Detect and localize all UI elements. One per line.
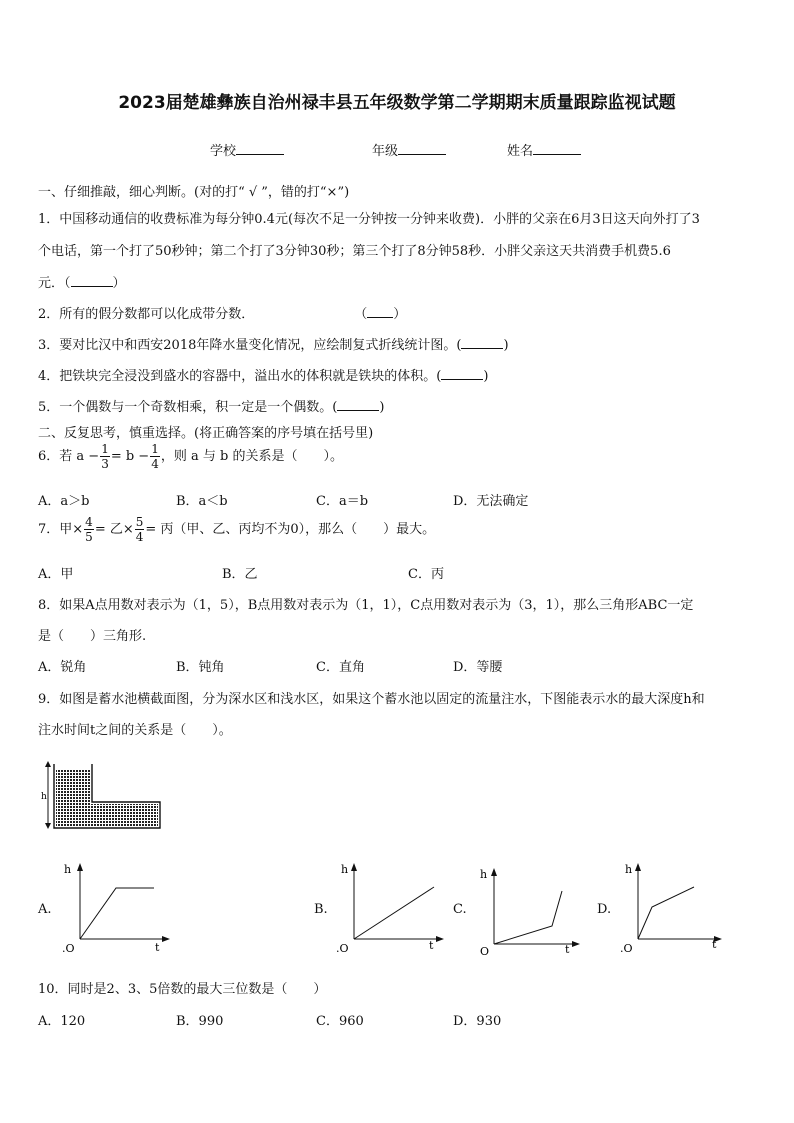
q8-line-1: 8．如果A点用数对表示为（1，5），B点用数对表示为（1，1），C点用数对表示为（3，1），那么三角形ABC一定 xyxy=(38,598,694,613)
q1-line-1: 1．中国移动通信的收费标准为每分钟0.4元(每次不足一分钟按一分钟来收费)．小胖的父亲在6月3日这天向外打了3 xyxy=(38,212,700,227)
q4-answer-blank[interactable] xyxy=(441,367,483,380)
q5-answer-blank[interactable] xyxy=(337,398,379,411)
graph-d-curve xyxy=(638,887,694,939)
q1-line-2: 个电话，第一个打了50秒钟；第二个打了3分钟30秒；第三个打了8分钟58秒．小胖父亲这天共消费手机费5.6 xyxy=(38,244,671,259)
graph-a-curve xyxy=(80,888,154,939)
school-label: 学校 xyxy=(210,144,237,159)
q6-line: 6．若 a − $\frac{1}{3}$ = b − $\frac{1}{4}$ ，则 a 与 b 的关系是（ ）。 xyxy=(38,442,343,471)
q6-option-d[interactable]: D．无法确定 xyxy=(453,494,529,509)
q9-graph-a[interactable] xyxy=(58,855,173,955)
q9-line-2: 注水时间t之间的关系是（ ）。 xyxy=(38,723,232,738)
name-field[interactable] xyxy=(507,140,581,159)
q9-graph-b[interactable] xyxy=(332,855,447,955)
q9-option-a-label[interactable]: A. xyxy=(38,902,52,917)
school-blank[interactable] xyxy=(236,142,284,155)
q6-fraction-1: $\frac{1}{3}$ xyxy=(101,442,109,471)
section-1-heading: 一、仔细推敲，细心判断。(对的打“ √ ”，错的打“×”) xyxy=(38,185,350,200)
graph-a-origin: .O xyxy=(62,942,75,955)
name-blank[interactable] xyxy=(533,142,581,155)
q7-option-b[interactable]: B．乙 xyxy=(222,567,258,582)
section-2-heading: 二、反复思考，慎重选择。(将正确答案的序号填在括号里) xyxy=(38,426,374,441)
q8-line-2: 是（ ）三角形. xyxy=(38,629,147,644)
q6-option-a[interactable]: A．a＞b xyxy=(38,494,90,509)
q7-fraction-2: $\frac{5}{4}$ xyxy=(135,515,144,544)
q7-option-c[interactable]: C．丙 xyxy=(408,567,444,582)
q1-answer-blank[interactable] xyxy=(71,274,113,287)
q6-option-b[interactable]: B．a＜b xyxy=(176,494,228,509)
q2-line: 2．所有的假分数都可以化成带分数． （ ） xyxy=(38,307,407,322)
page-title: 2023届楚雄彝族自治州禄丰县五年级数学第二学期期末质量跟踪监视试题 xyxy=(118,93,676,113)
pool-cross-section-figure xyxy=(40,758,170,830)
q7-line: 7．甲× $\frac{4}{5}$ = 乙× $\frac{5}{4}$ = 丙（甲、乙、丙均不为0），那么（ ）最大。 xyxy=(38,515,436,544)
q4-line: 4．把铁块完全浸没到盛水的容器中，溢出水的体积就是铁块的体积。( ) xyxy=(38,369,489,384)
graph-c-x-label: t xyxy=(565,943,570,956)
graph-d-y-label: h xyxy=(625,863,633,876)
graph-c-y-label: h xyxy=(480,868,488,881)
q3-answer-blank[interactable] xyxy=(461,336,503,349)
q9-graph-c[interactable] xyxy=(474,858,589,958)
grade-label: 年级 xyxy=(372,144,399,159)
graph-b-curve xyxy=(354,887,434,939)
q8-option-b[interactable]: B．钝角 xyxy=(176,660,225,675)
q9-option-b-label[interactable]: B. xyxy=(314,902,328,917)
q10-option-d[interactable]: D．930 xyxy=(453,1014,502,1029)
grade-field[interactable] xyxy=(372,140,446,159)
graph-d-origin: .O xyxy=(620,942,633,955)
q10-option-a[interactable]: A．120 xyxy=(38,1014,86,1029)
q6-fraction-2: $\frac{1}{4}$ xyxy=(151,442,159,471)
graph-b-y-label: h xyxy=(341,863,349,876)
q1-line-3: 元．（ ） xyxy=(38,276,126,291)
grade-blank[interactable] xyxy=(398,142,446,155)
graph-a-x-label: t xyxy=(155,941,160,954)
q5-line: 5．一个偶数与一个奇数相乘，积一定是一个偶数。( ) xyxy=(38,400,385,415)
q9-option-d-label[interactable]: D. xyxy=(597,902,612,917)
graph-b-x-label: t xyxy=(429,939,434,952)
q10-option-c[interactable]: C．960 xyxy=(316,1014,364,1029)
name-label: 姓名 xyxy=(507,144,534,159)
q10-option-b[interactable]: B．990 xyxy=(176,1014,224,1029)
q3-line: 3．要对比汉中和西安2018年降水量变化情况，应绘制复式折线统计图。( ) xyxy=(38,338,509,353)
q8-option-d[interactable]: D．等腰 xyxy=(453,660,503,675)
q2-answer-blank[interactable] xyxy=(367,305,393,318)
q7-option-a[interactable]: A．甲 xyxy=(38,567,74,582)
q9-line-1: 9．如图是蓄水池横截面图，分为深水区和浅水区，如果这个蓄水池以固定的流量注水，下图能表示水的最大深度h和 xyxy=(38,692,705,707)
pool-depth-label: h xyxy=(41,792,47,802)
school-field[interactable] xyxy=(210,140,284,159)
q8-option-c[interactable]: C．直角 xyxy=(316,660,365,675)
graph-c-origin: O xyxy=(480,945,490,958)
q9-graph-d[interactable] xyxy=(616,855,731,955)
graph-a-y-label: h xyxy=(64,863,72,876)
graph-d-x-label: t xyxy=(712,938,717,951)
q8-option-a[interactable]: A．锐角 xyxy=(38,660,87,675)
graph-b-origin: .O xyxy=(336,942,349,955)
graph-c-curve xyxy=(494,891,562,944)
q10-line: 10．同时是2、3、5倍数的最大三位数是（ ） xyxy=(38,982,327,997)
q7-fraction-1: $\frac{4}{5}$ xyxy=(85,515,93,544)
q6-option-c[interactable]: C．a＝b xyxy=(316,494,369,509)
q9-option-c-label[interactable]: C. xyxy=(453,902,467,917)
